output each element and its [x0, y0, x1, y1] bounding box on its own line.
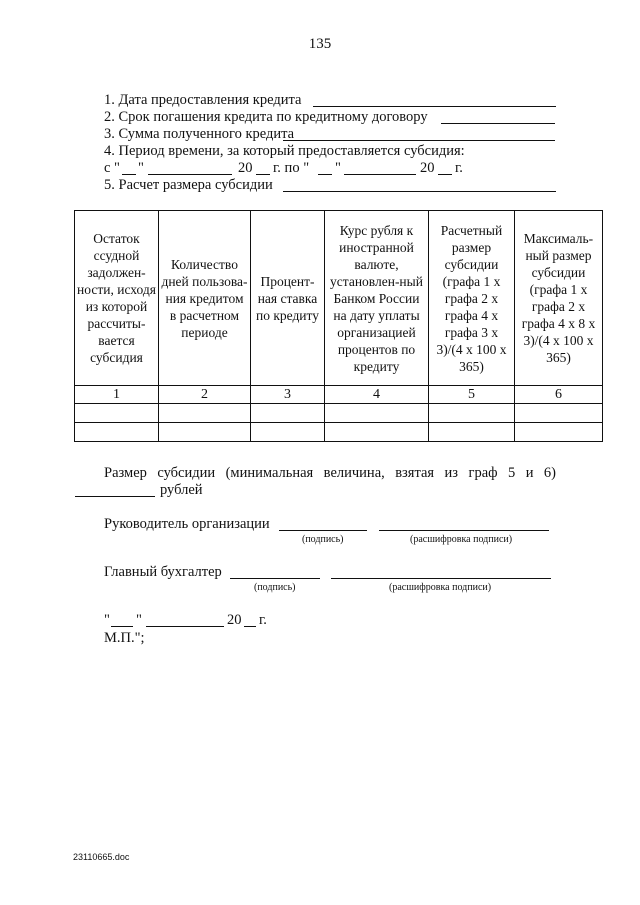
period-from-prefix: с "	[104, 160, 120, 176]
date-quote-open: "	[104, 612, 110, 628]
subsidy-table	[74, 210, 603, 442]
head-decode-caption: (расшифровка подписи)	[410, 534, 513, 545]
period-from-month-blank[interactable]	[148, 160, 232, 175]
period-to-year-suffix: г.	[455, 160, 463, 176]
table-cell[interactable]	[159, 404, 251, 423]
page-number: 135	[308, 36, 332, 52]
table-header-row	[75, 211, 603, 386]
head-signature-caption: (подпись)	[302, 534, 344, 545]
column-number: 1	[75, 386, 159, 404]
header-interest-rate: Процент-ная ставка по кредиту	[251, 211, 325, 386]
accountant-signature-caption: (подпись)	[254, 582, 296, 593]
date-month-blank[interactable]	[146, 612, 224, 627]
accountant-decode-caption: (расшифровка подписи)	[389, 582, 492, 593]
table-cell[interactable]	[75, 404, 159, 423]
item-1-blank[interactable]	[313, 92, 556, 107]
item-5-blank[interactable]	[283, 177, 556, 192]
table-cell[interactable]	[251, 404, 325, 423]
head-signature-blank[interactable]	[279, 516, 367, 531]
rubles-label: рублей	[160, 482, 203, 498]
header-exchange-rate: Курс рубля к иностранной валюте, установлен-ный Банком России на дату уплаты организацией процентов по кредиту	[325, 211, 429, 386]
table-row	[75, 423, 603, 442]
column-number: 2	[159, 386, 251, 404]
period-to-prefix: г. по "	[273, 160, 310, 176]
accountant-signature-decode-blank[interactable]	[331, 564, 551, 579]
column-number: 4	[325, 386, 429, 404]
column-number: 5	[429, 386, 515, 404]
table-cell[interactable]	[429, 404, 515, 423]
head-signature-decode-blank[interactable]	[379, 516, 549, 531]
item-1-label: 1. Дата предоставления кредита	[104, 92, 302, 108]
date-year-suffix: г.	[259, 612, 267, 628]
column-number: 6	[515, 386, 603, 404]
date-year-blank[interactable]	[244, 612, 256, 627]
item-3-label: 3. Сумма полученного кредита	[104, 126, 295, 142]
item-2-label: 2. Срок погашения кредита по кредитному договору	[104, 109, 428, 125]
header-loan-balance: Остаток ссудной задолжен-ности, исходя из которой рассчиты-вается субсидия	[75, 211, 159, 386]
table-row	[75, 404, 603, 423]
header-days-count: Количество дней пользова-ния кредитом в расчетном периоде	[159, 211, 251, 386]
date-quote-close: "	[136, 612, 142, 628]
table-cell[interactable]	[325, 404, 429, 423]
period-from-day-blank[interactable]	[122, 160, 136, 175]
item-3-blank[interactable]	[283, 126, 555, 141]
table-cell[interactable]	[251, 423, 325, 442]
subsidy-amount-blank[interactable]	[75, 482, 155, 497]
period-to-day-blank[interactable]	[318, 160, 332, 175]
subsidy-size-text: Размер субсидии (минимальная величина, взятая из граф 5 и 6)	[104, 465, 556, 481]
period-from-year-blank[interactable]	[256, 160, 270, 175]
stamp-place-label: М.П.";	[104, 630, 145, 646]
period-to-year-prefix: 20	[420, 160, 435, 176]
table-number-row	[75, 386, 603, 404]
header-calculated-subsidy: Расчетный размер субсидии (графа 1 х графа 2 х графа 4 х графа 3 х 3)/(4 х 100 х 365)	[429, 211, 515, 386]
chief-accountant-label: Главный бухгалтер	[104, 564, 222, 580]
period-to-month-blank[interactable]	[344, 160, 416, 175]
date-year-prefix: 20	[227, 612, 242, 628]
header-max-subsidy: Максималь-ный размер субсидии (графа 1 х графа 2 х графа 4 х 8 х 3)/(4 х 100 х 365)	[515, 211, 603, 386]
accountant-signature-blank[interactable]	[230, 564, 320, 579]
date-day-blank[interactable]	[111, 612, 133, 627]
table-cell[interactable]	[75, 423, 159, 442]
item-2-blank[interactable]	[441, 109, 555, 124]
table-cell[interactable]	[515, 404, 603, 423]
column-number: 3	[251, 386, 325, 404]
table-cell[interactable]	[429, 423, 515, 442]
table-cell[interactable]	[325, 423, 429, 442]
period-to-year-blank[interactable]	[438, 160, 452, 175]
document-file-reference: 23110665.doc	[73, 852, 130, 862]
period-from-year-prefix: 20	[238, 160, 253, 176]
item-4-label: 4. Период времени, за который предоставляется субсидия:	[104, 143, 465, 159]
table-cell[interactable]	[515, 423, 603, 442]
period-from-quote: "	[138, 160, 144, 176]
table-cell[interactable]	[159, 423, 251, 442]
head-of-organization-label: Руководитель организации	[104, 516, 270, 532]
item-5-label: 5. Расчет размера субсидии	[104, 177, 273, 193]
period-to-quote: "	[335, 160, 341, 176]
